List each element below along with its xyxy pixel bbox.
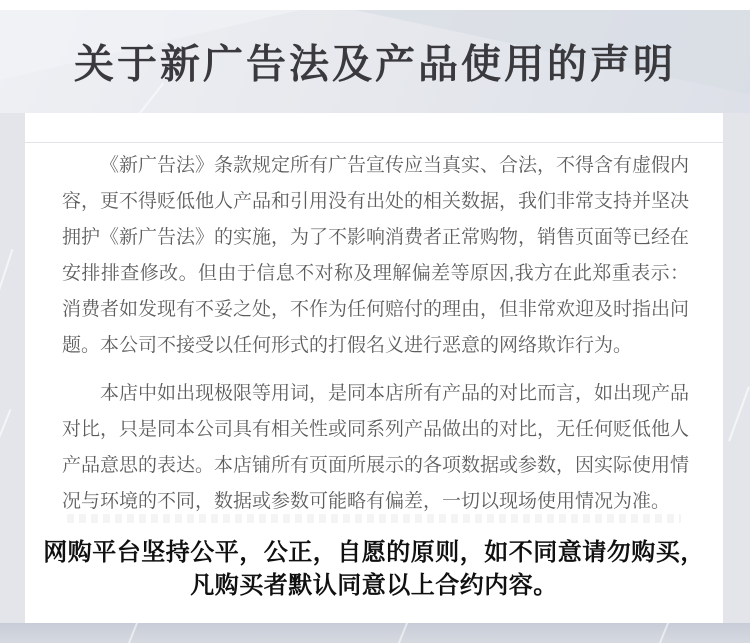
statement-body (62, 148, 689, 520)
statement-paragraph-1: 《新广告法》条款规定所有广告宣传应当真实、合法，不得含有虚假内容，更不得贬低他人产品和引用没有出处的相关数据，我们非常支持并坚决拥护《新广告法》的实施，为了不影响消费者正常购物，销售页面等已经在安排排查修改。但由于信息不对称及理解偏差等原因,我方在此郑重表示：消费者如发现有不妥之处，不作为任何赔付的理由，但非常欢迎及时指出问题。本公司不接受以任何形式的打假名义进行恶意的网络欺诈行为。 (62, 155, 690, 356)
card-seam-line (25, 142, 723, 143)
bottom-strip-facet-mark (657, 623, 671, 643)
page-title: 关于新广告法及产品使用的声明 (74, 41, 676, 86)
purchase-notice (25, 536, 723, 602)
header-banner (0, 10, 750, 113)
bottom-strip-facet-mark (396, 623, 410, 643)
bottom-strip-facet-mark (126, 623, 140, 643)
purchase-notice-line-1: 网购平台坚持公平，公正，自愿的原则，如不同意请勿购买， (43, 539, 705, 566)
left-margin-facet-mark (0, 249, 13, 295)
left-margin-facet-mark (0, 409, 11, 447)
statement-paragraph-2: 本店中如出现极限等用词，是同本店所有产品的对比而言，如出现产品对比，只是同本公司具有相关性或同系列产品做出的对比，无任何贬低他人产品意思的表达。本店铺所有页面所展示的各项数据或参数，因实际使用情况与环境的不同，数据或参数可能略有偏差，一切以现场使用情况为准。 (62, 383, 690, 512)
right-margin-facet-mark (728, 386, 750, 441)
top-white-strip (0, 0, 750, 10)
bottom-strip (0, 623, 750, 643)
purchase-notice-line-2: 凡购买者默认同意以上合约内容。 (190, 572, 558, 599)
statement-card (25, 113, 723, 623)
faded-watermark-artifact (67, 514, 681, 523)
